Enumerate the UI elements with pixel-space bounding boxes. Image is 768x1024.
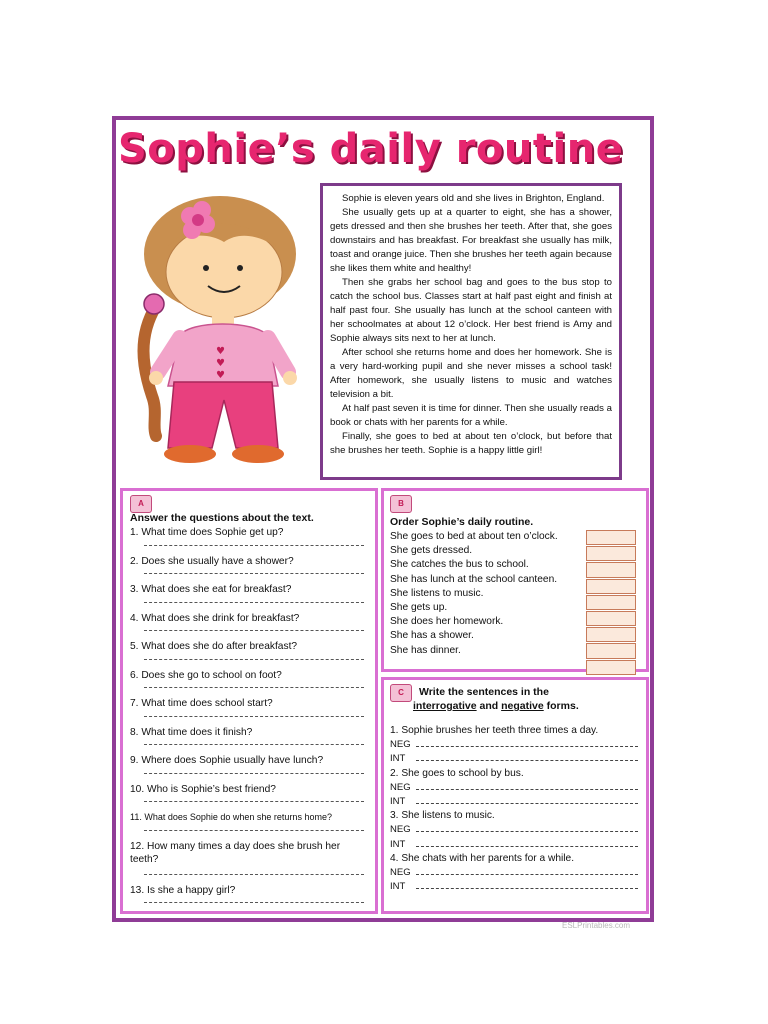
- question-item: 13. Is she a happy girl?: [130, 884, 370, 913]
- int-answer-line[interactable]: INT: [390, 752, 640, 766]
- story-paragraph: At half past seven it is time for dinner. Then she usually reads a book or chats with her parents for a while.: [330, 403, 612, 428]
- sentence: 2. She goes to school by bus.: [390, 767, 524, 779]
- section-b-badge: B: [390, 495, 412, 513]
- order-list: [390, 530, 586, 658]
- story-paragraph: After school she returns home and does her homework. She is a very hard-working pupil and she never misses a school task! After homework, she usually listens to music and watches television a bit.: [330, 347, 612, 400]
- section-b-heading: Order Sophie’s daily routine.: [390, 516, 534, 528]
- question-item: 2. Does she usually have a shower?: [130, 555, 370, 584]
- watermark: ESLPrintables.com: [562, 921, 631, 930]
- sentence: 4. She chats with her parents for a while.: [390, 852, 575, 864]
- int-answer-line[interactable]: INT: [390, 838, 640, 852]
- story-paragraph: She usually gets up at a quarter to eight, she has a shower, gets dressed and then she brushes her teeth. After that, she goes downstairs and has breakfast. For breakfast she usually has milk, toast and orange juice. Then she brushes her teeth again because she likes them white and healthy!: [330, 207, 612, 274]
- answer-line[interactable]: [144, 716, 364, 717]
- order-answer-boxes: [586, 530, 636, 676]
- answer-line[interactable]: [144, 902, 364, 903]
- story-paragraph: Sophie is eleven years old and she lives in Brighton, England.: [342, 193, 605, 204]
- neg-answer-line[interactable]: NEG: [390, 866, 640, 880]
- list-item: She listens to music.: [390, 587, 484, 599]
- worksheet-title: Sophie’s daily routine: [118, 126, 624, 172]
- answer-line[interactable]: [144, 687, 364, 688]
- answer-line[interactable]: [144, 602, 364, 603]
- question-item: 4. What does she drink for breakfast?: [130, 612, 370, 641]
- neg-answer-line[interactable]: NEG: [390, 781, 640, 795]
- list-item: She has dinner.: [390, 644, 461, 656]
- svg-text:♥: ♥: [216, 358, 225, 369]
- list-item: She gets up.: [390, 602, 448, 614]
- neg-answer-line[interactable]: NEG: [390, 738, 640, 752]
- answer-line[interactable]: [144, 773, 364, 774]
- neg-answer-line[interactable]: NEG: [390, 823, 640, 837]
- order-number-box[interactable]: [586, 530, 636, 545]
- order-number-box[interactable]: [586, 562, 636, 577]
- svg-text:♥: ♥: [216, 346, 225, 357]
- section-c-heading: Write the sentences in the interrogative and negative forms.: [413, 686, 579, 712]
- answer-line[interactable]: [144, 744, 364, 745]
- answer-line[interactable]: [144, 659, 364, 660]
- answer-line[interactable]: [144, 573, 364, 574]
- question-item: 5. What does she do after breakfast?: [130, 640, 370, 669]
- sophie-illustration: [128, 186, 308, 476]
- transform-sentences: [390, 724, 640, 894]
- order-number-box[interactable]: [586, 643, 636, 658]
- section-a-badge: A: [130, 495, 152, 513]
- question-item: 9. Where does Sophie usually have lunch?: [130, 754, 370, 783]
- list-item: She has lunch at the school canteen.: [390, 573, 558, 585]
- int-answer-line[interactable]: INT: [390, 795, 640, 809]
- story-paragraph: Finally, she goes to bed at about ten o’clock, but before that she brushes her teeth. Sophie is a happy little girl!: [330, 431, 612, 456]
- answer-line[interactable]: [144, 545, 364, 546]
- question-item: 6. Does she go to school on foot?: [130, 669, 370, 698]
- int-answer-line[interactable]: INT: [390, 880, 640, 894]
- question-item: 3. What does she eat for breakfast?: [130, 583, 370, 612]
- order-number-box[interactable]: [586, 627, 636, 642]
- list-item: She catches the bus to school.: [390, 559, 529, 571]
- section-a-heading: Answer the questions about the text.: [130, 512, 314, 524]
- order-number-box[interactable]: [586, 595, 636, 610]
- list-item: She has a shower.: [390, 630, 474, 642]
- answer-line[interactable]: [144, 801, 364, 802]
- question-list: [130, 526, 370, 912]
- order-number-box[interactable]: [586, 611, 636, 626]
- question-item: 10. Who is Sophie’s best friend?: [130, 783, 370, 812]
- order-number-box[interactable]: [586, 660, 636, 675]
- order-number-box[interactable]: [586, 546, 636, 561]
- question-item: 12. How many times a day does she brush her teeth?: [130, 840, 370, 884]
- section-c-badge: C: [390, 684, 412, 702]
- answer-line[interactable]: [144, 630, 364, 631]
- list-item: She goes to bed at about ten o’clock.: [390, 531, 558, 542]
- answer-line[interactable]: [144, 830, 364, 831]
- question-item: 11. What does Sophie do when she returns home?: [130, 811, 370, 840]
- svg-text:♥: ♥: [216, 370, 225, 381]
- story-paragraph: Then she grabs her school bag and goes to the bus stop to catch the school bus. Classes start at half past eight and finish at half past four. She usually has lunch at the school canteen with her schoolmates at about 12 o’clock. Her best friend is Amy and Sophie always sits next to her at lunch.: [330, 277, 612, 344]
- sentence: 1. Sophie brushes her teeth three times a day.: [390, 725, 599, 736]
- list-item: She does her homework.: [390, 616, 504, 628]
- story-text-box: [320, 183, 622, 480]
- list-item: She gets dressed.: [390, 545, 473, 557]
- question-item: 8. What time does it finish?: [130, 726, 370, 755]
- order-number-box[interactable]: [586, 579, 636, 594]
- answer-line[interactable]: [144, 874, 364, 875]
- sentence: 3. She listens to music.: [390, 810, 495, 822]
- question-item: 1. What time does Sophie get up?: [130, 526, 370, 555]
- question-item: 7. What time does school start?: [130, 697, 370, 726]
